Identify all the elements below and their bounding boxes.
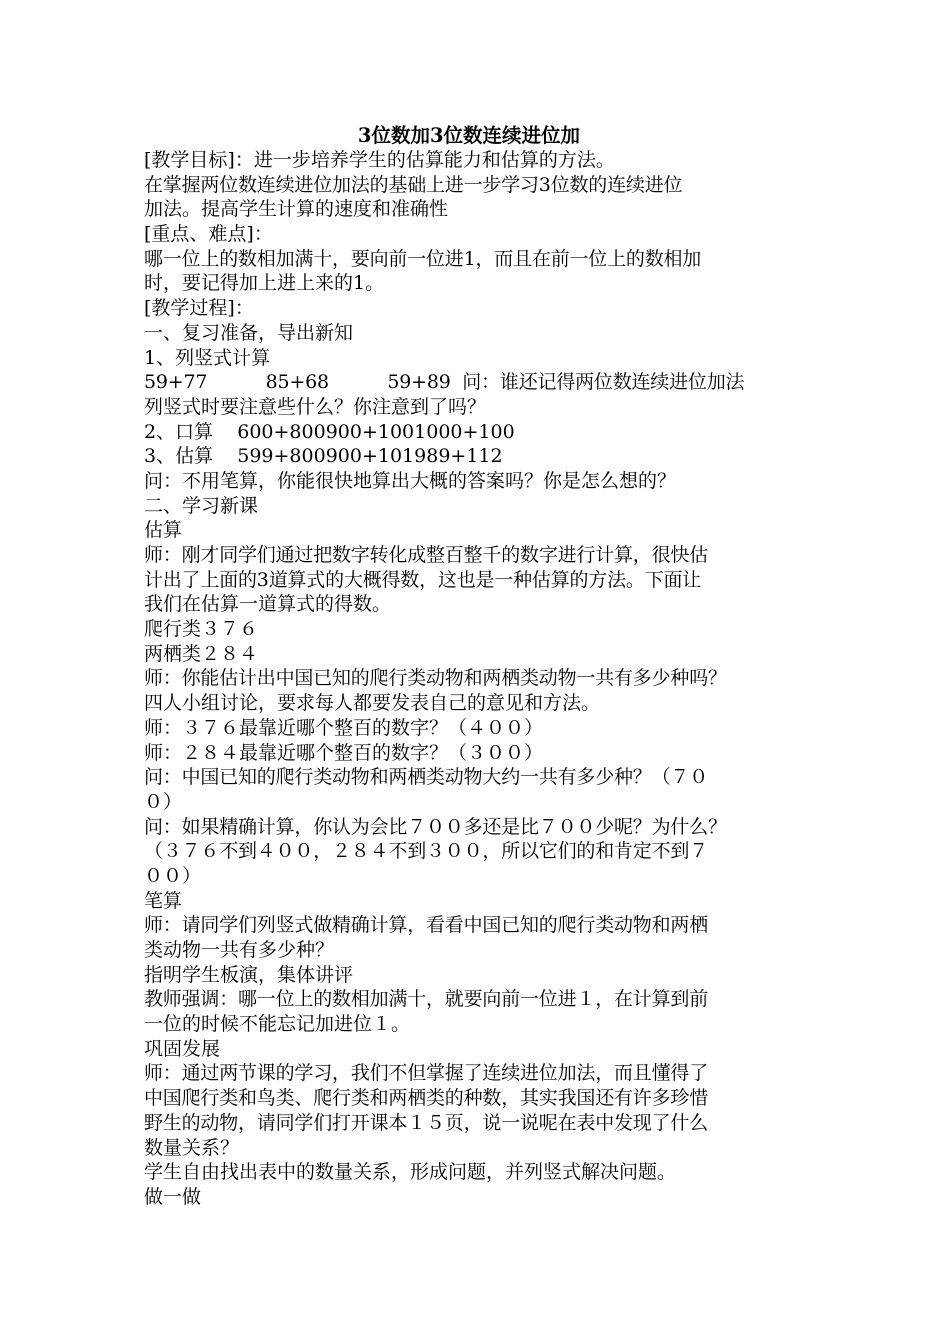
document-body (144, 123, 824, 1210)
question-line: 问：不用笔算，你能很快地算出大概的答案吗？你是怎么想的？ (144, 469, 677, 492)
paragraph-line: 野生的动物，请同学们打开课本１５页，说一说呢在表中发现了什么 (144, 1111, 709, 1134)
subsection-heading: 巩固发展 (144, 1037, 221, 1060)
paragraph-line: 问：如果精确计算，你认为会比７００多还是比７００少呢？为什么？ (144, 815, 727, 838)
paragraph-line: 哪一位上的数相加满十，要向前一位进1，而且在前一位上的数相加 (144, 247, 702, 270)
paragraph-line: 学生自由找出表中的数量关系，形成问题，并列竖式解决问题。 (144, 1161, 677, 1184)
paragraph-line: 计出了上面的3道算式的大概得数，这也是一种估算的方法。下面让 (144, 568, 702, 591)
exercise-heading: 1、列竖式计算 (144, 346, 271, 369)
oral-calc-line: 2、口算 600+800900+1001000+100 (144, 420, 515, 443)
paragraph-line: 师：通过两节课的学习，我们不但掌握了连续进位加法，而且懂得了 (144, 1062, 709, 1085)
paragraph-line: 四人小组讨论，要求每人都要发表自己的意见和方法。 (144, 692, 601, 715)
paragraph-line: （３７６不到４００，２８４不到３００，所以它们的和肯定不到７ (144, 840, 709, 863)
paragraph-line: 我们在估算一道算式的得数。 (144, 593, 392, 616)
paragraph-line: 师：刚才同学们通过把数字转化成整百整千的数字进行计算，很快估 (144, 544, 709, 566)
subsection-heading: 做一做 (144, 1185, 202, 1208)
data-line: 爬行类３７６ (144, 618, 259, 641)
section-heading: 二、学习新课 (144, 494, 259, 517)
paragraph-line: 列竖式时要注意些什么？你注意到了吗？ (144, 395, 487, 418)
paragraph-line: 师：你能估计出中国已知的爬行类动物和两栖类动物一共有多少种吗？ (144, 667, 727, 690)
paragraph-line: 在掌握两位数连续进位加法的基础上进一步学习3位数的连续进位 (144, 173, 683, 196)
data-line: 两栖类２８４ (144, 642, 259, 665)
subsection-heading: 笔算 (144, 889, 183, 912)
exercise-line: 59+77 85+68 59+89 问：谁还记得两位数连续进位加法 (144, 371, 745, 394)
process-heading: [教学过程]： (144, 297, 254, 320)
teaching-goal-line: [教学目标]：进一步培养学生的估算能力和估算的方法。 (144, 149, 615, 171)
paragraph-line: 指明学生板演，集体讲评 (144, 963, 354, 986)
paragraph-line: 教师强调：哪一位上的数相加满十，就要向前一位进１，在计算到前 (144, 988, 709, 1011)
document-title: 3位数加3位数连续进位加 (357, 124, 581, 147)
paragraph-line: 数量关系？ (144, 1136, 240, 1159)
paragraph-line: 类动物一共有多少种？ (144, 939, 335, 961)
paragraph-line: 一位的时候不能忘记加进位１。 (144, 1013, 411, 1036)
paragraph-line: 时，要记得加上进上来的1。 (144, 272, 385, 295)
paragraph-line: ０） (144, 790, 183, 813)
subsection-heading: 估算 (144, 519, 183, 542)
paragraph-line: 师：２８４最靠近哪个整百的数字？（３００） (144, 741, 544, 764)
estimate-line: 3、估算 599+800900+101989+112 (144, 445, 503, 468)
section-heading: 一、复习准备，导出新知 (144, 321, 354, 344)
paragraph-line: 加法。提高学生计算的速度和准确性 (144, 198, 449, 221)
paragraph-line: 中国爬行类和鸟类、爬行类和两栖类的种数，其实我国还有许多珍惜 (144, 1087, 709, 1110)
paragraph-line: ００） (144, 864, 202, 887)
paragraph-line: 师：３７６最靠近哪个整百的数字？（４００） (144, 716, 544, 739)
key-points-heading: [重点、难点]： (144, 223, 273, 246)
paragraph-line: 问：中国已知的爬行类动物和两栖类动物大约一共有多少种？（７０ (144, 766, 709, 789)
paragraph-line: 师：请同学们列竖式做精确计算，看看中国已知的爬行类动物和两栖 (144, 914, 709, 937)
